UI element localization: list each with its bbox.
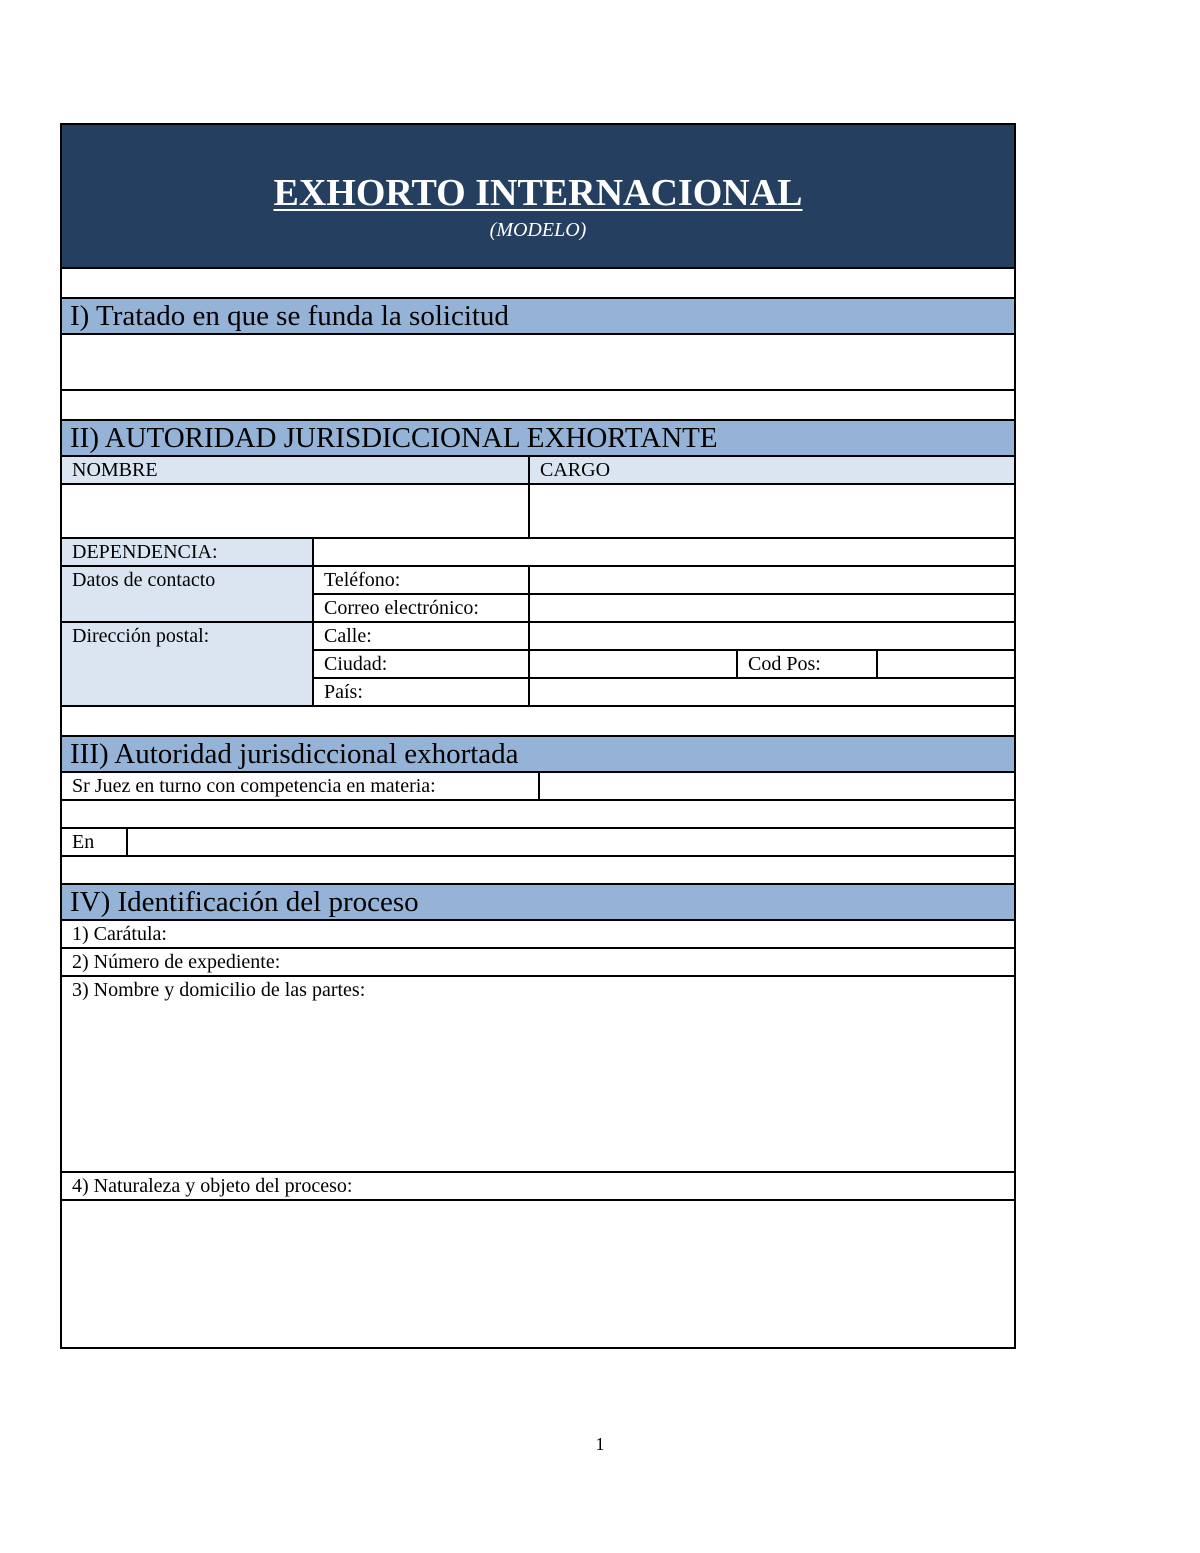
correo-field[interactable] xyxy=(530,595,1014,623)
form-title: EXHORTO INTERNACIONAL xyxy=(273,172,803,214)
tratado-field[interactable] xyxy=(62,335,1014,391)
partes-field[interactable]: 3) Nombre y domicilio de las partes: xyxy=(62,977,1014,1173)
form-header xyxy=(62,125,1014,269)
naturaleza-label: 4) Naturaleza y objeto del proceso: xyxy=(62,1173,1014,1201)
ciudad-label: Ciudad: xyxy=(314,651,530,679)
codpos-label: Cod Pos: xyxy=(738,651,878,679)
expediente-field[interactable]: 2) Número de expediente: xyxy=(62,949,1014,977)
juez-label: Sr Juez en turno con competencia en materia: xyxy=(62,773,540,801)
correo-label: Correo electrónico: xyxy=(314,595,530,623)
en-label: En xyxy=(62,829,128,857)
page-number: 1 xyxy=(595,1434,605,1454)
caratula-field[interactable]: 1) Carátula: xyxy=(62,921,1014,949)
exhorto-form xyxy=(60,123,1016,1349)
calle-label: Calle: xyxy=(314,623,530,651)
direccion-label: Dirección postal: xyxy=(62,623,314,707)
nombre-field[interactable] xyxy=(62,485,530,539)
en-field[interactable] xyxy=(128,829,1014,857)
codpos-field[interactable] xyxy=(878,651,1014,679)
cargo-label: CARGO xyxy=(530,457,1014,485)
pais-field[interactable] xyxy=(530,679,1014,707)
section-2-header: II) AUTORIDAD JURISDICCIONAL EXHORTANTE xyxy=(62,419,1014,457)
section-1-header: I) Tratado en que se funda la solicitud xyxy=(62,297,1014,335)
section-3-header: III) Autoridad jurisdiccional exhortada xyxy=(62,735,1014,773)
section-4-header: IV) Identificación del proceso xyxy=(62,883,1014,921)
form-subtitle: (MODELO) xyxy=(489,219,587,241)
cargo-field[interactable] xyxy=(530,485,1014,539)
telefono-label: Teléfono: xyxy=(314,567,530,595)
materia-field[interactable] xyxy=(540,773,1014,801)
dependencia-label: DEPENDENCIA: xyxy=(62,539,314,567)
pais-label: País: xyxy=(314,679,530,707)
contacto-label: Datos de contacto xyxy=(62,567,314,623)
telefono-field[interactable] xyxy=(530,567,1014,595)
ciudad-field[interactable] xyxy=(530,651,738,679)
naturaleza-field[interactable] xyxy=(62,1201,1014,1347)
nombre-label: NOMBRE xyxy=(62,457,530,485)
calle-field[interactable] xyxy=(530,623,1014,651)
dependencia-field[interactable] xyxy=(314,539,1014,567)
